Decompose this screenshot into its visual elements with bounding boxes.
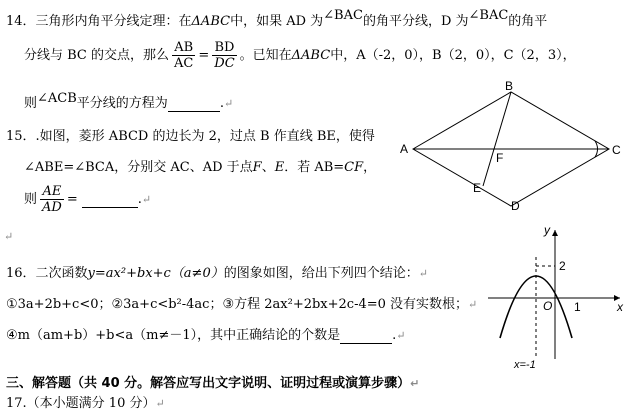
q16-line1-b: 的图象如图，给出下列四个结论： xyxy=(223,266,419,281)
q16-conclusions: ①3a+2b+c<0；②3a+c<b²-4ac；③方程 2ax²+2bx+2c-4=0 没有实数根； xyxy=(6,297,469,312)
label-f: F xyxy=(496,151,504,165)
section-three-heading xyxy=(6,372,419,391)
q14-line1 xyxy=(6,10,547,29)
q14-line3-b: 平分线的方程为 xyxy=(76,96,168,111)
q14-text-a: 14．三角形内角平分线定理：在 xyxy=(6,14,192,29)
q16-line3 xyxy=(6,324,405,344)
paragraph-mark: ↵ xyxy=(410,377,420,390)
q14-triangle-2: ΔABC xyxy=(291,48,331,63)
label-origin: O xyxy=(543,299,553,313)
q15-sep: 、 xyxy=(261,160,275,175)
label-c: C xyxy=(612,143,621,157)
q14-angle-bac-1: ∠BAC xyxy=(323,8,363,23)
paragraph-mark: ↵ xyxy=(223,97,234,110)
q14-line3 xyxy=(24,92,233,112)
q14-text-c: 的角平分线，D 为 xyxy=(362,14,469,29)
q14-angle-bac-2: ∠BAC xyxy=(468,8,509,23)
q14-triangle: ΔABC xyxy=(191,14,231,29)
frac-numerator: BD xyxy=(212,40,236,56)
label-y: y xyxy=(544,224,550,237)
label-two: 2 xyxy=(559,259,566,273)
q15-frac-ae-ad xyxy=(40,184,64,215)
q16-function: y=ax²+bx+c（a≠0） xyxy=(87,266,224,281)
section-three-title: 三、解答题（共 40 分。解答应写出文字说明、证明过程或演算步骤） xyxy=(6,376,411,391)
frac-denominator: AD xyxy=(42,200,62,215)
paragraph-mark: ↵ xyxy=(155,397,165,410)
q16-line2 xyxy=(6,293,477,312)
rhombus-figure xyxy=(395,80,630,215)
frac-denominator: AC xyxy=(174,56,194,71)
paragraph-mark: ↵ xyxy=(141,193,152,206)
q16-line3-a: ④m（am+b）+b<a（m≠－1），其中正确结论的个数是 xyxy=(6,328,341,343)
frac-numerator: AE xyxy=(40,184,64,200)
q15-line3-a: 则 xyxy=(24,192,38,207)
q15-line1: 15．.如图，菱形 ABCD 的边长为 2，过点 B 作直线 BE，使得 xyxy=(6,129,375,144)
q15-point-f: F xyxy=(252,160,262,175)
label-b: B xyxy=(505,80,514,93)
q14-line2-b: 。已知在 xyxy=(239,48,292,63)
label-x: x xyxy=(617,300,623,314)
q14-equals: = xyxy=(198,48,210,63)
label-symmetry: x=-1 xyxy=(514,359,536,371)
q15-period: . xyxy=(137,192,142,207)
q16-answer-blank[interactable] xyxy=(340,328,392,344)
q14-period: . xyxy=(219,96,224,111)
parabola-graph xyxy=(480,224,630,374)
paragraph-mark: ↵ xyxy=(4,230,14,243)
q14-angle-acb: ∠ACB xyxy=(37,91,77,106)
q15-equals: = xyxy=(66,192,78,207)
q15-line2-a: ∠ABE=∠BCA，分别交 AC、AD 于点 xyxy=(24,160,253,175)
q15-line2-b: ．若 AB= xyxy=(284,160,345,175)
q14-frac-ab-ac xyxy=(172,40,195,71)
q15-cf: CF xyxy=(344,160,364,175)
q16-line1-a: 16．二次函数 xyxy=(6,266,88,281)
q15-answer-blank[interactable] xyxy=(82,192,138,208)
frac-denominator: DC xyxy=(214,56,235,71)
q15-line2 xyxy=(24,156,376,175)
paragraph-mark: ↵ xyxy=(418,267,428,280)
q14-line3-a: 则 xyxy=(24,96,38,111)
q15-point-e: E xyxy=(274,160,285,175)
q14-text-b: 中，如果 AD 为 xyxy=(230,14,324,29)
paragraph-mark: ↵ xyxy=(396,329,406,342)
label-d: D xyxy=(511,199,520,213)
q17-title: 17.（本小题满分 10 分） xyxy=(6,396,156,411)
q14-line2-a: 分线与 BC 的交点，那么 xyxy=(24,48,170,63)
q14-answer-blank[interactable] xyxy=(168,96,220,112)
q15-line2-c: ， xyxy=(363,160,377,175)
frac-numerator: AB xyxy=(172,40,195,56)
q14-frac-bd-dc xyxy=(212,40,236,71)
q16-line1 xyxy=(6,262,428,281)
q16-period: . xyxy=(392,328,397,343)
paragraph-mark: ↵ xyxy=(468,298,478,311)
label-one: 1 xyxy=(574,300,581,314)
q15-line3 xyxy=(24,184,151,215)
q14-line2 xyxy=(24,40,576,71)
label-e: E xyxy=(473,181,482,195)
q14-text-d: 的角平 xyxy=(508,14,548,29)
label-a: A xyxy=(400,142,409,156)
q17-line xyxy=(6,392,165,411)
q14-line2-c: 中，A（-2，0），B（2，0），C（2，3）， xyxy=(330,48,576,63)
